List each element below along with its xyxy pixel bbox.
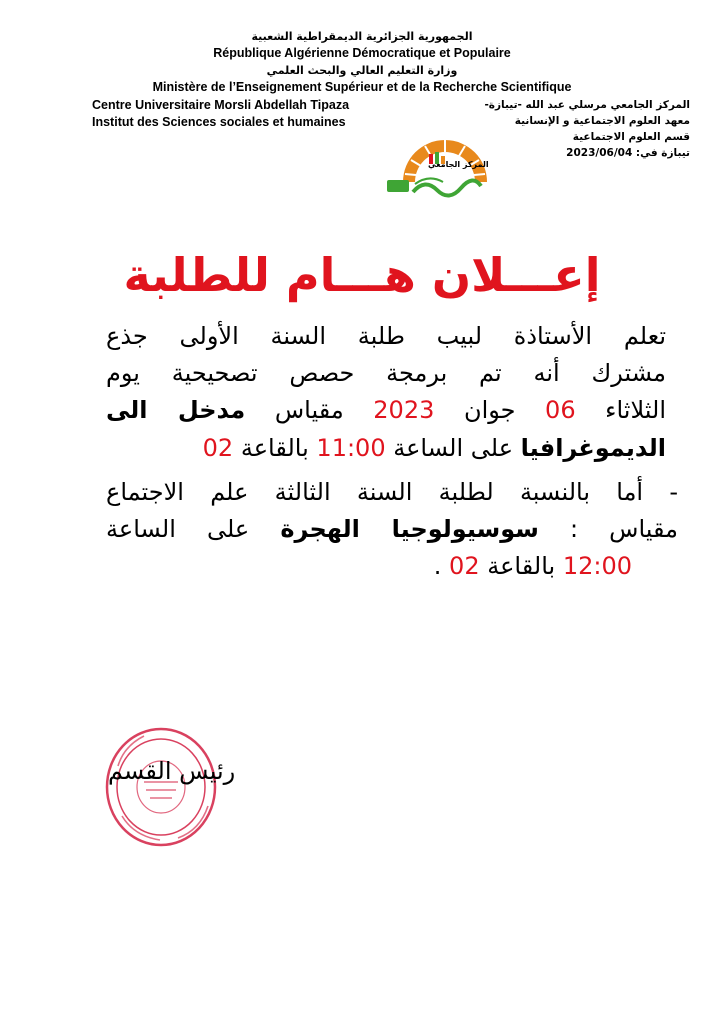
room-label: بالقاعة — [487, 552, 556, 580]
session-time: 12:00 — [562, 552, 632, 580]
logo-text-ar: المركز الجامعي — [428, 160, 489, 169]
module-label: مقياس — [274, 396, 344, 424]
header-arabic-republic: الجمهورية الجزائرية الديمقراطية الشعبية — [251, 30, 473, 43]
month-name: جوان — [463, 396, 516, 424]
paragraph-line — [106, 392, 666, 429]
period: . — [433, 552, 442, 580]
institution-name-fr: Centre Universitaire Morsli Abdellah Tipaza — [92, 98, 350, 112]
header-french-ministry: Ministère de l’Enseignement Supérieur et de la Recherche Scientifique — [152, 80, 572, 94]
paragraph-first-year — [106, 318, 666, 429]
module-name: سوسيولوجيا الهجرة — [280, 515, 539, 543]
institute-name-fr: Institut des Sciences sociales et humaines — [92, 115, 346, 129]
paragraph-first-year-last-line — [106, 430, 666, 467]
header-french-republic: République Algérienne Démocratique et Populaire — [213, 46, 511, 60]
header-right-institution — [484, 97, 690, 161]
paragraph-line: - أما بالنسبة لطلبة السنة الثالثة علم الاجتماع — [106, 478, 678, 506]
paragraph-third-year — [106, 474, 678, 548]
document-date: تيبازة في: 2023/06/04 — [566, 147, 690, 159]
department-name-ar: قسم العلوم الاجتماعية — [572, 131, 690, 143]
header-arabic-ministry: وزارة التعليم العالي والبحث العلمي — [266, 64, 458, 77]
module-name-part2: الديموغرافيا — [520, 434, 666, 462]
header-left-institution — [92, 97, 349, 131]
time-label: على الساعة — [106, 515, 250, 543]
paragraph-line: مشترك أنه تم برمجة حصص تصحيحية يوم — [106, 359, 666, 387]
day-number: 06 — [545, 396, 576, 424]
institute-name-ar: معهد العلوم الاجتماعية و الإنسانية — [514, 115, 690, 127]
session-time: 11:00 — [316, 434, 386, 462]
institution-name-ar: المركز الجامعي مرسلي عبد الله -تيبازة- — [484, 99, 690, 111]
department-head-signature-label: رئيس القسم — [108, 757, 236, 785]
module-label: مقياس : — [569, 515, 678, 543]
time-label: على الساعة — [393, 434, 514, 462]
room-label: بالقاعة — [240, 434, 309, 462]
room-number: 02 — [449, 552, 480, 580]
paragraph-line: تعلم الأستاذة لبيب طلبة السنة الأولى جذع — [106, 322, 666, 350]
paragraph-third-year-last-line — [434, 548, 632, 585]
room-number: 02 — [202, 434, 234, 462]
day-name: الثلاثاء — [605, 396, 666, 424]
paragraph-line — [106, 511, 678, 548]
year: 2023 — [373, 396, 435, 424]
module-name-part1: مدخل الى — [106, 396, 246, 424]
announcement-title: إعـــلان هـــام للطلبة — [123, 248, 601, 302]
official-stamp — [104, 726, 218, 848]
